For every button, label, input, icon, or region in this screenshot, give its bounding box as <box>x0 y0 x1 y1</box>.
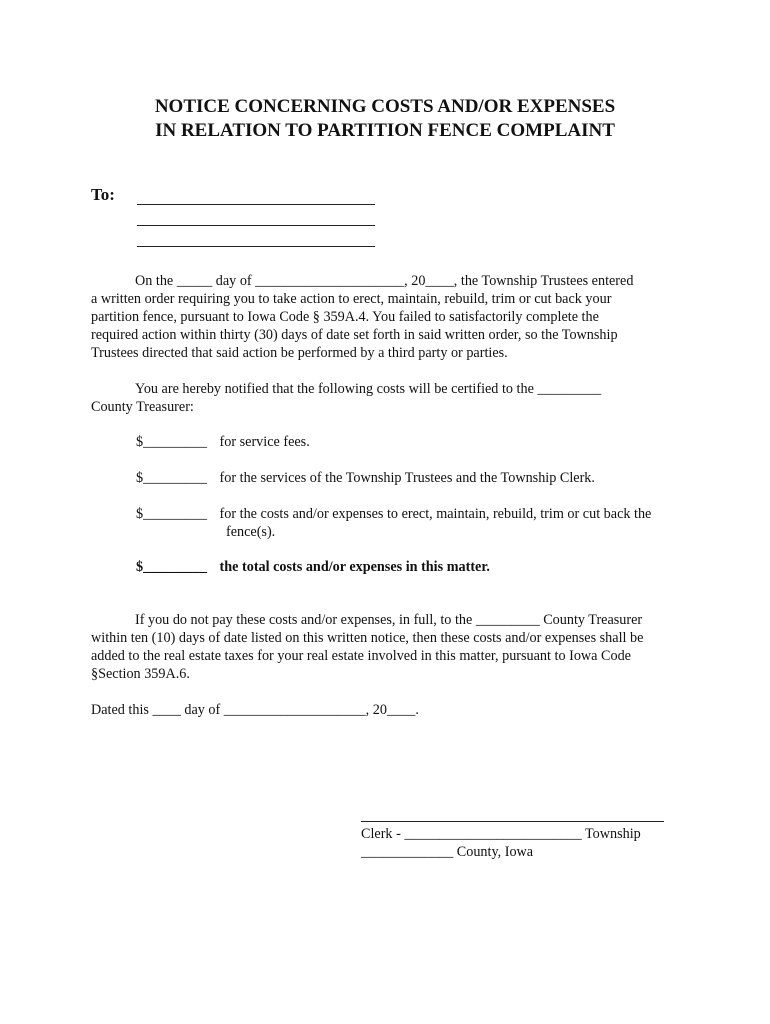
recipient-blank-line-2 <box>137 225 375 226</box>
signature-line <box>361 821 664 822</box>
dated-line: Dated this ____ day of ____________________, 20____. <box>91 702 419 718</box>
clerk-township-line: Clerk - _________________________ Township <box>361 826 641 842</box>
paragraph-1-line-5: Trustees directed that said action be performed by a third party or parties. <box>91 345 508 361</box>
cost-description: for the services of the Township Trustees and the Township Clerk. <box>219 470 595 486</box>
paragraph-4-line-4: §Section 359A.6. <box>91 666 190 682</box>
paragraph-4-line-1: If you do not pay these costs and/or expenses, in full, to the _________ County Treasurer <box>135 612 643 628</box>
paragraph-2-line-1: You are hereby notified that the following costs will be certified to the _________ <box>135 381 602 397</box>
cost-amount-blank: $_________ <box>136 470 207 486</box>
cost-description: the total costs and/or expenses in this matter. <box>219 559 490 575</box>
paragraph-1-line-3: partition fence, pursuant to Iowa Code § 359A.4. You failed to satisfactorily complete the <box>91 309 599 325</box>
cost-item-service-fees <box>136 433 310 451</box>
county-iowa-line: _____________ County, Iowa <box>361 844 534 860</box>
cost-description: for the costs and/or expenses to erect, maintain, rebuild, trim or cut back the <box>219 506 652 522</box>
cost-description: for service fees. <box>219 434 310 450</box>
to-label: To: <box>91 185 115 204</box>
recipient-blank-line-1 <box>137 204 375 205</box>
cost-amount-blank: $_________ <box>136 434 207 450</box>
cost-amount-blank: $_________ <box>136 559 207 575</box>
cost-item-total <box>136 558 490 576</box>
cost-item-fence-work <box>136 505 651 541</box>
cost-description-continued: fence(s). <box>226 524 276 540</box>
paragraph-4-line-3: added to the real estate taxes for your real estate involved in this matter, pursuant to Iowa Code <box>91 648 631 664</box>
paragraph-1-line-2: a written order requiring you to take action to erect, maintain, rebuild, trim or cut back your <box>91 291 612 307</box>
recipient-blank-line-3 <box>137 246 375 247</box>
document-title-line-1: NOTICE CONCERNING COSTS AND/OR EXPENSES <box>154 96 616 117</box>
cost-amount-blank: $_________ <box>136 506 207 522</box>
paragraph-1-line-1: On the _____ day of _____________________, 20____, the Township Trustees entered <box>135 273 634 289</box>
paragraph-1-line-4: required action within thirty (30) days of date set forth in said written order, so the Township <box>91 327 618 343</box>
paragraph-2-line-2: County Treasurer: <box>91 399 194 415</box>
cost-item-trustees-clerk <box>136 469 595 487</box>
document-title-line-2: IN RELATION TO PARTITION FENCE COMPLAINT <box>155 120 615 141</box>
paragraph-4-line-2: within ten (10) days of date listed on this written notice, then these costs and/or expenses shall be <box>91 630 644 646</box>
